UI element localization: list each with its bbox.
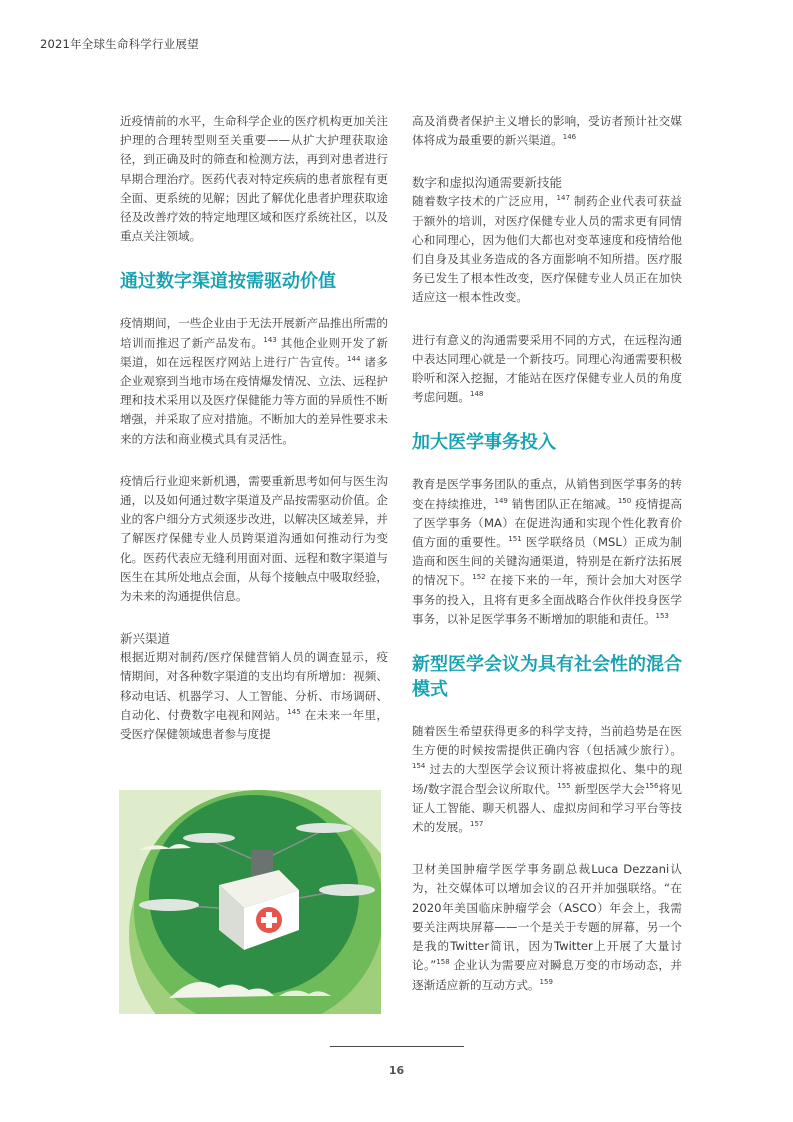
footnote-ref: 147 (556, 194, 570, 203)
medical-drone-icon (119, 790, 381, 1014)
right-column (412, 112, 682, 995)
footnote-ref: 146 (562, 133, 577, 142)
footnote-ref: 150 (617, 496, 632, 505)
footnote-ref: 152 (472, 573, 486, 582)
paragraph: 进行有意义的沟通需要采用不同的方式，在远程沟通中表达同理心就是一个新技巧。同理心沟通需要积极聆听和深入挖掘，才能站在医疗保健专业人员的角度考虑问题。$^{148}$ (412, 332, 682, 405)
paragraph: 卫材美国肿瘤学医学事务副总裁Luca Dezzani认为，社交媒体可以增加会议的召开并加强联络。“在2020年美国临床肿瘤学会（ASCO）年会上，我需要关注两块屏幕——一个是关于专题的屏幕，另一个是我的Twitter简讯，因为Twitter上开展了大量讨论。”$^{158}$ 企业认为需要应对瞬息万变的市场动态，并逐渐适应新的互动方式。$^{159}$ (412, 862, 682, 992)
footnote-ref: 151 (508, 535, 522, 544)
section-heading: 新型医学会议为具有社会性的混合模式 (412, 654, 682, 701)
section-heading: 加大医学事务投入 (412, 432, 556, 454)
footnote-ref: 155 (557, 781, 571, 790)
footnote-ref: 145 (287, 708, 301, 717)
paragraph: 疫情期间，一些企业由于无法开展新产品推出所需的培训而推迟了新产品发布。$^{143}$ 其他企业则开发了新渠道，如在远程医疗网站上进行广告宣传。$^{144}$ 诸多企业观察到当地市场在疫情爆发情况、立法、远程护理和技术采用以及医疗保健能力等方面的异质性不断增强，并采取了应对措施。不断加大的差异性要求未来的方法和商业模式具有灵活性。 (120, 316, 388, 446)
footnote-ref: 158 (436, 958, 450, 967)
footnote-ref: 153 (655, 612, 669, 620)
footnote-ref: 156 (645, 781, 659, 790)
footnote-ref: 144 (347, 354, 361, 363)
footnote-ref: 159 (539, 977, 553, 986)
footnote-ref: 149 (494, 496, 508, 505)
page-number: 16 (388, 1064, 405, 1077)
subheading: 数字和虚拟沟通需要新技能 (412, 175, 563, 191)
paragraph: 疫情后行业迎来新机遇，需要重新思考如何与医生沟通，以及如何通过数字渠道及产品按需驱动价值。企业的客户细分方式须逐步改进，以解决区域差异，并了解医疗保健专业人员跨渠道沟通如何推动行为变化。医药代表应无缝利用面对面、远程和数字渠道与医生在其所处地点会面，从每个接触点中吸取经验，为未来的沟通提供信息。 (120, 473, 388, 604)
subheading: 新兴渠道 (120, 631, 171, 647)
paragraph: 高及消费者保护主义增长的影响，受访者预计社交媒体将成为最重要的新兴渠道。$^{146}$ (412, 114, 682, 148)
paragraph: 随着数字技术的广泛应用，$^{147}$ 制药企业代表可获益于额外的培训，对医疗保健专业人员的需求更有同情心和同理心，因为他们大都也对变革速度和疫情给他们自身及其业务造成的各方面影响不知所措。医疗服务已发生了根本性改变，医疗保健专业人员正在加快适应这一根本性改变。 (412, 194, 682, 305)
footnote-ref: 157 (469, 820, 484, 829)
footnote-ref: 143 (263, 335, 277, 344)
paragraph: 近疫情前的水平，生命科学企业的医疗机构更加关注护理的合理转型则至关重要——从扩大护理获取途径，到正确及时的筛查和检测方法，再到对患者进行早期合理治疗。医药代表对特定疾病的患者旅程有更全面、更系统的见解；因此了解优化患者护理获取途径及改善疗效的特定地理区域和医疗系统社区，以及重点关注领域。 (120, 114, 388, 244)
section-heading: 通过数字渠道按需驱动价值 (120, 271, 336, 293)
footnote-ref: 148 (469, 390, 484, 399)
footnote-ref: 154 (412, 762, 426, 771)
paragraph: 教育是医学事务团队的重点，从销售到医学事务的转变在持续推进，$^{149}$ 销售团队正在缩减。$^{150}$ 疫情提高了医学事务（MA）在促进沟通和实现个性化教育价值方面的重要性。$^{151}$ 医学联络员（MSL）正成为制造商和医生间的关键沟通渠道，特别是在新疗法拓展的情况下。$^{152}$ 在接下来的一年，预计会加大对医学事务的投入，且将有更多全面战略合作伙伴投身医学事务，以补足医学事务不断增加的职能和责任。$^{153}$ (412, 477, 683, 626)
footer-divider (330, 1046, 464, 1047)
left-column (120, 112, 388, 744)
paragraph: 随着医生希望获得更多的科学支持，当前趋势是在医生方便的时候按需提供正确内容（包括减少旅行）。$^{154}$ 过去的大型医学会议预计将被虚拟化、集中的现场/数字混合型会议所取代。$^{155}$ 新型医学大会$^{156}$将见证人工智能、聊天机器人、虚拟房间和学习平台等技术的发展。$^{157}$ (412, 724, 682, 835)
paragraph: 根据近期对制药/医疗保健营销人员的调查显示，疫情期间，对各种数字渠道的支出均有所增加：视频、移动电话、机器学习、人工智能、分析、市场调研、自动化、付费数字电视和网站。$^{145}$ 在未来一年里，受医疗保健领域患者参与度提 (120, 650, 388, 742)
running-header: 2021年全球生命科学行业展望 (40, 37, 199, 51)
